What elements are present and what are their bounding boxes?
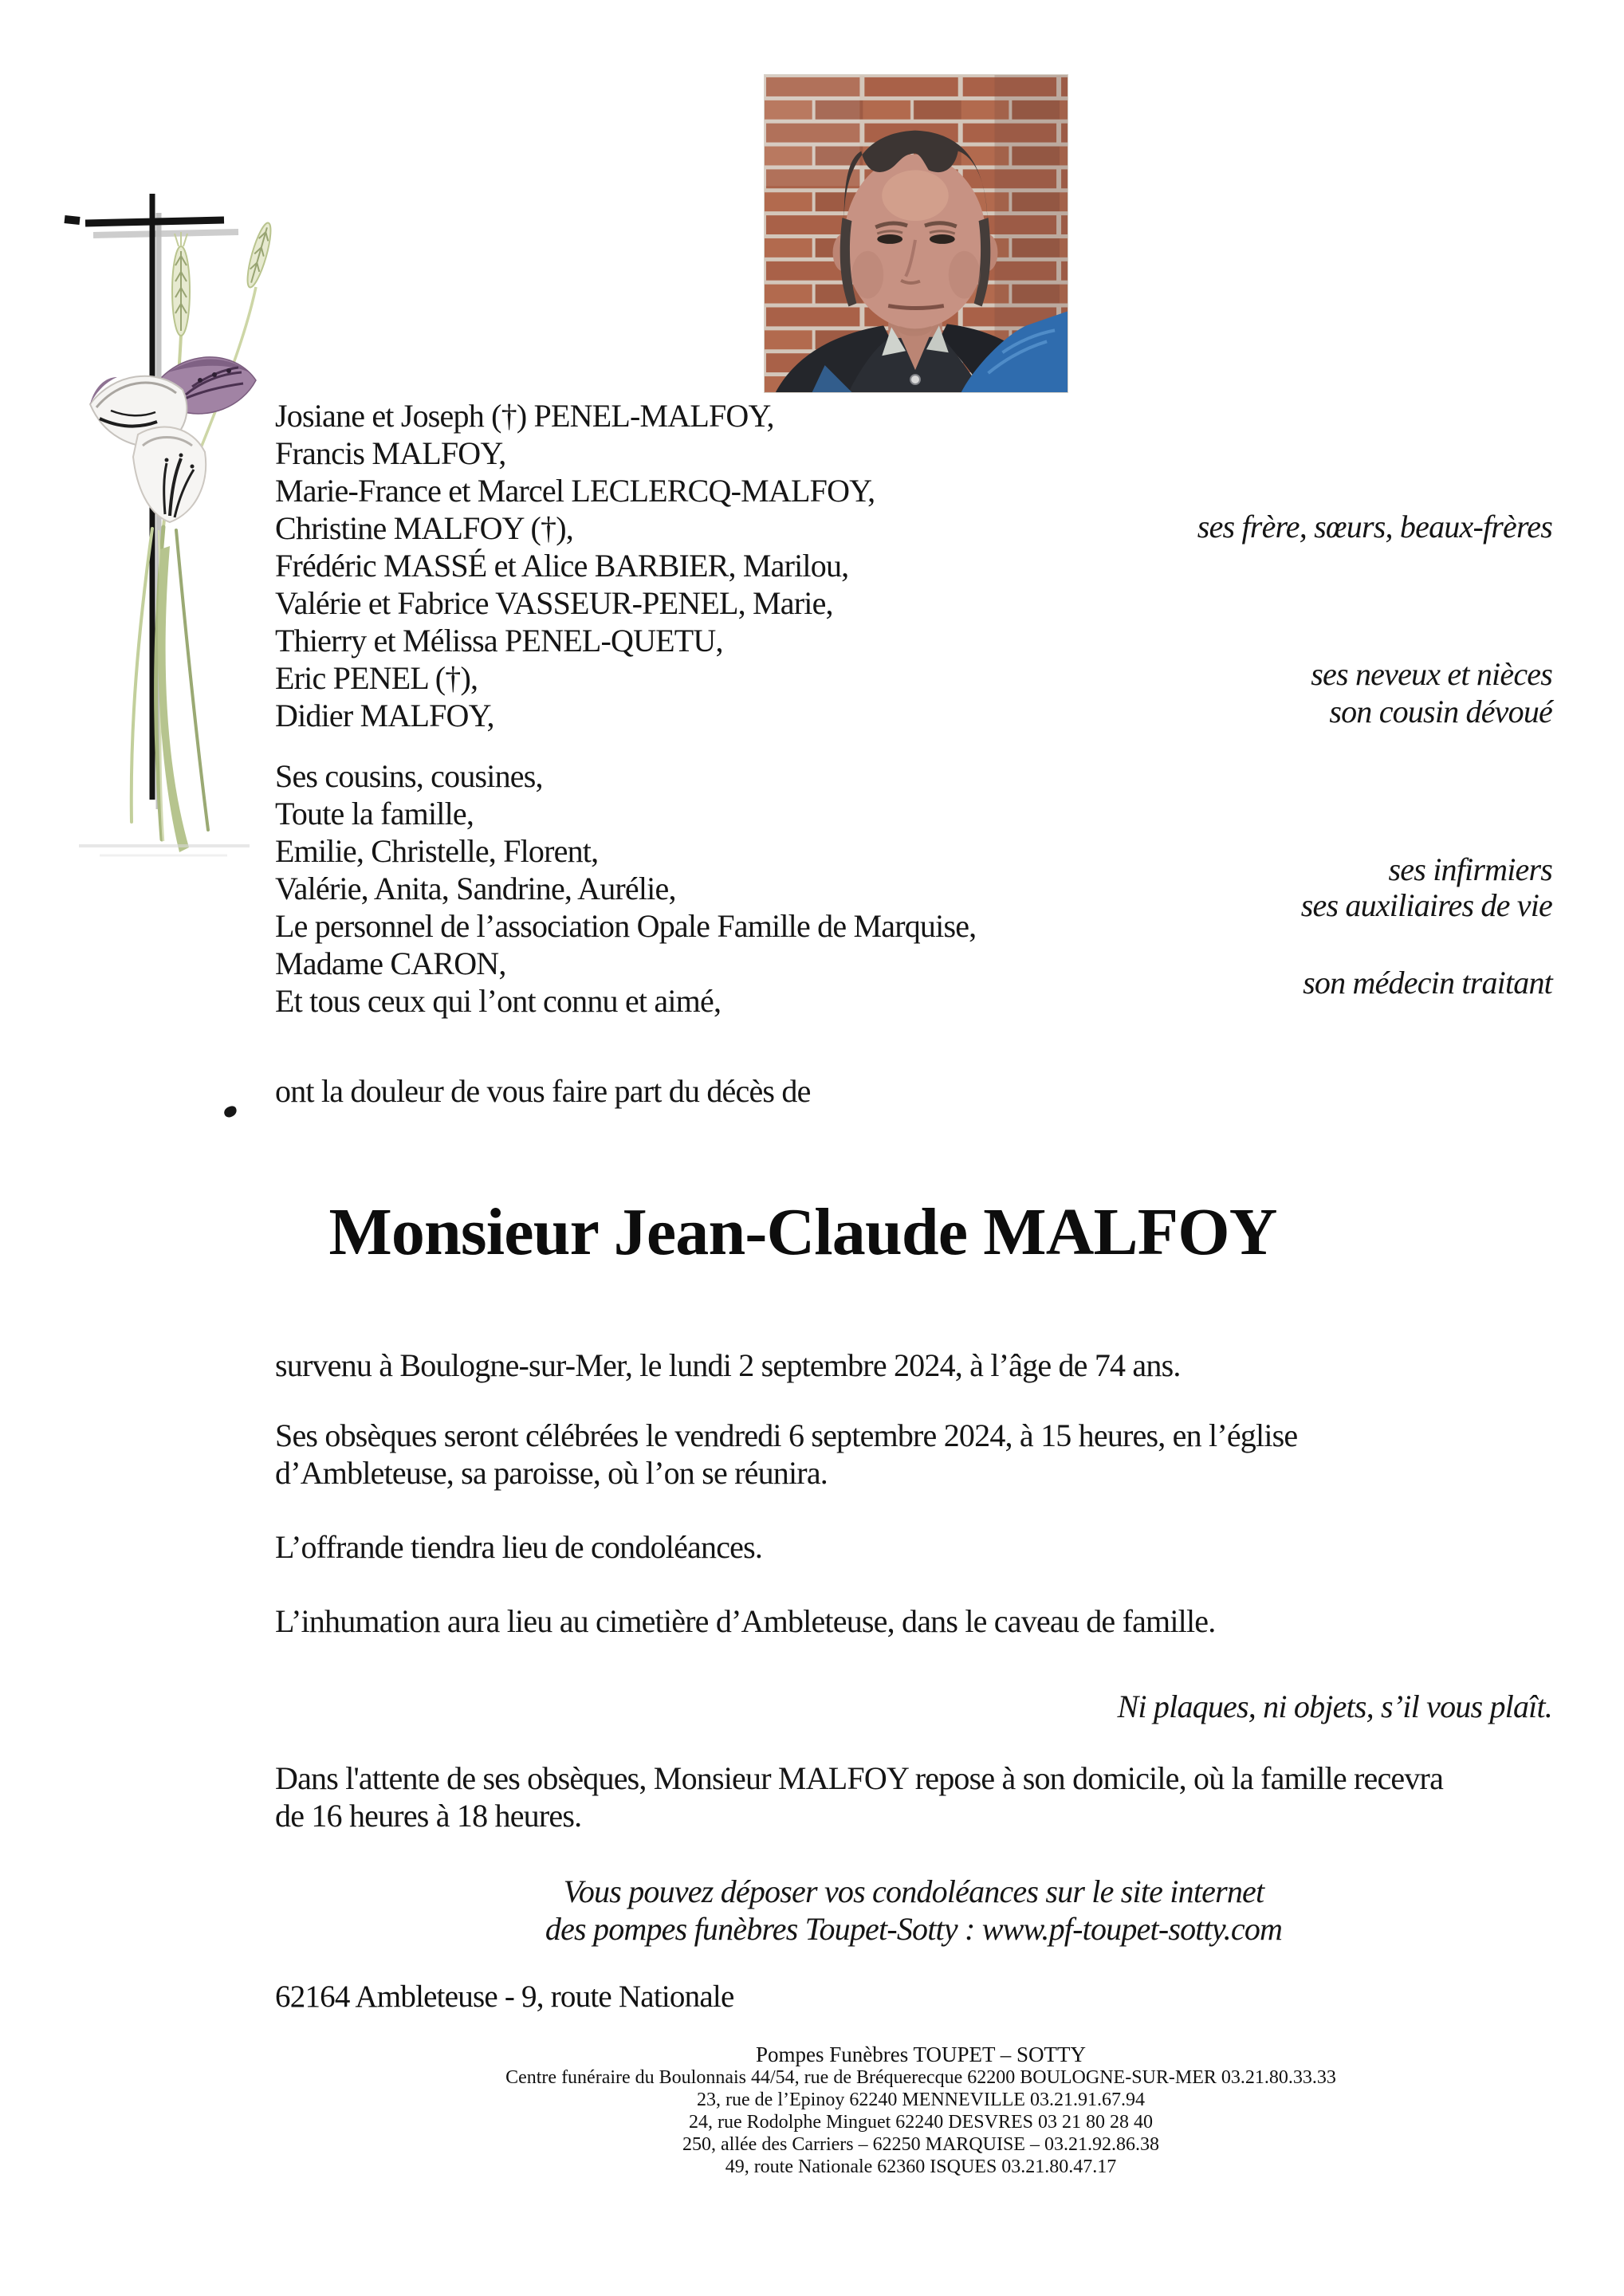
condolences-note-line: des pompes funèbres Toupet-Sotty : www.pf-toupet-sotty.com: [545, 1911, 1283, 1947]
funeral-home-name: Pompes Funèbres TOUPET – SOTTY: [755, 2042, 1087, 2066]
family-line: Et tous ceux qui l’ont connu et aimé,: [275, 983, 722, 1019]
relation-freres: ses frère, sœurs, beaux-frères: [1197, 509, 1552, 545]
funeral-home-location: 49, route Nationale 62360 ISQUES 03.21.80.47.17: [725, 2156, 1117, 2177]
condolences-note: [275, 1873, 1552, 1948]
family-line: Ses cousins, cousines,: [275, 758, 543, 794]
body-attente-line: de 16 heures à 18 heures.: [275, 1798, 582, 1834]
family-line: Eric PENEL (†),: [275, 660, 478, 696]
funeral-home-location: 24, rue Rodolphe Minguet 62240 DESVRES 03 21 80 28 40: [689, 2112, 1153, 2133]
relation-neveux: ses neveux et nièces: [1311, 656, 1552, 692]
ink-mark: [222, 1105, 238, 1119]
condolences-note-line: Vous pouvez déposer vos condoléances sur le site internet: [563, 1873, 1264, 1909]
family-line: Josiane et Joseph (†) PENEL-MALFOY,: [275, 398, 774, 434]
relation-cousin: son cousin dévoué: [1329, 694, 1552, 729]
funeral-home-footer: [275, 2042, 1567, 2178]
family-line: Christine MALFOY (†),: [275, 510, 573, 546]
body-obseques-line: Ses obsèques seront célébrées le vendredi 6 septembre 2024, à 15 heures, en l’église: [275, 1417, 1298, 1453]
portrait-photo: [764, 74, 1068, 393]
body-inhumation: L’inhumation aura lieu au cimetière d’Ambleteuse, dans le caveau de famille.: [275, 1603, 1216, 1639]
funeral-home-location: Centre funéraire du Boulonnais 44/54, rue de Bréquerecque 62200 BOULOGNE-SUR-MER 03.21.80.33.33: [505, 2067, 1336, 2088]
family-list-2: [275, 757, 976, 1020]
family-line: Emilie, Christelle, Florent,: [275, 833, 599, 869]
body-obseques-line: d’Ambleteuse, sa paroisse, où l’on se réunira.: [275, 1455, 828, 1491]
family-line: Marie-France et Marcel LECLERCQ-MALFOY,: [275, 473, 875, 509]
body-offrande: L’offrande tiendra lieu de condoléances.: [275, 1529, 763, 1565]
family-line: Didier MALFOY,: [275, 698, 494, 733]
family-line: Thierry et Mélissa PENEL-QUETU,: [275, 623, 723, 659]
family-line: Madame CARON,: [275, 946, 506, 981]
family-line: Toute la famille,: [275, 796, 474, 832]
cross-icon: [44, 171, 283, 865]
portrait-image: [765, 75, 1068, 392]
intro-line: ont la douleur de vous faire part du décès de: [275, 1073, 811, 1109]
family-line: Valérie, Anita, Sandrine, Aurélie,: [275, 871, 676, 906]
body-deces: survenu à Boulogne-sur-Mer, le lundi 2 septembre 2024, à l’âge de 74 ans.: [275, 1347, 1181, 1383]
cross-and-lilies-art: [44, 171, 283, 865]
body-attente-line: Dans l'attente de ses obsèques, Monsieur MALFOY repose à son domicile, où la famille recevra: [275, 1760, 1444, 1796]
family-line: Francis MALFOY,: [275, 435, 506, 471]
family-line: Frédéric MASSÉ et Alice BARBIER, Marilou,: [275, 548, 849, 584]
family-list-1: [275, 397, 875, 734]
body-attente: [275, 1759, 1443, 1834]
funeral-home-location: 23, rue de l’Epinoy 62240 MENNEVILLE 03.21.91.67.94: [697, 2090, 1145, 2110]
funeral-home-location: 250, allée des Carriers – 62250 MARQUISE – 03.21.92.86.38: [682, 2134, 1159, 2155]
relation-medecin: son médecin traitant: [1303, 965, 1552, 1001]
body-plaques-note: Ni plaques, ni objets, s’il vous plaît.: [1117, 1689, 1552, 1724]
page-title: Monsieur Jean-Claude MALFOY: [328, 1195, 1277, 1269]
relation-infirmiers: ses infirmiers: [1388, 851, 1552, 887]
relation-auxiliaires: ses auxiliaires de vie: [1300, 887, 1552, 923]
home-address: 62164 Ambleteuse - 9, route Nationale: [275, 1980, 734, 2014]
family-line: Le personnel de l’association Opale Famille de Marquise,: [275, 908, 977, 944]
family-line: Valérie et Fabrice VASSEUR-PENEL, Marie,: [275, 585, 833, 621]
body-obseques: [275, 1417, 1297, 1492]
